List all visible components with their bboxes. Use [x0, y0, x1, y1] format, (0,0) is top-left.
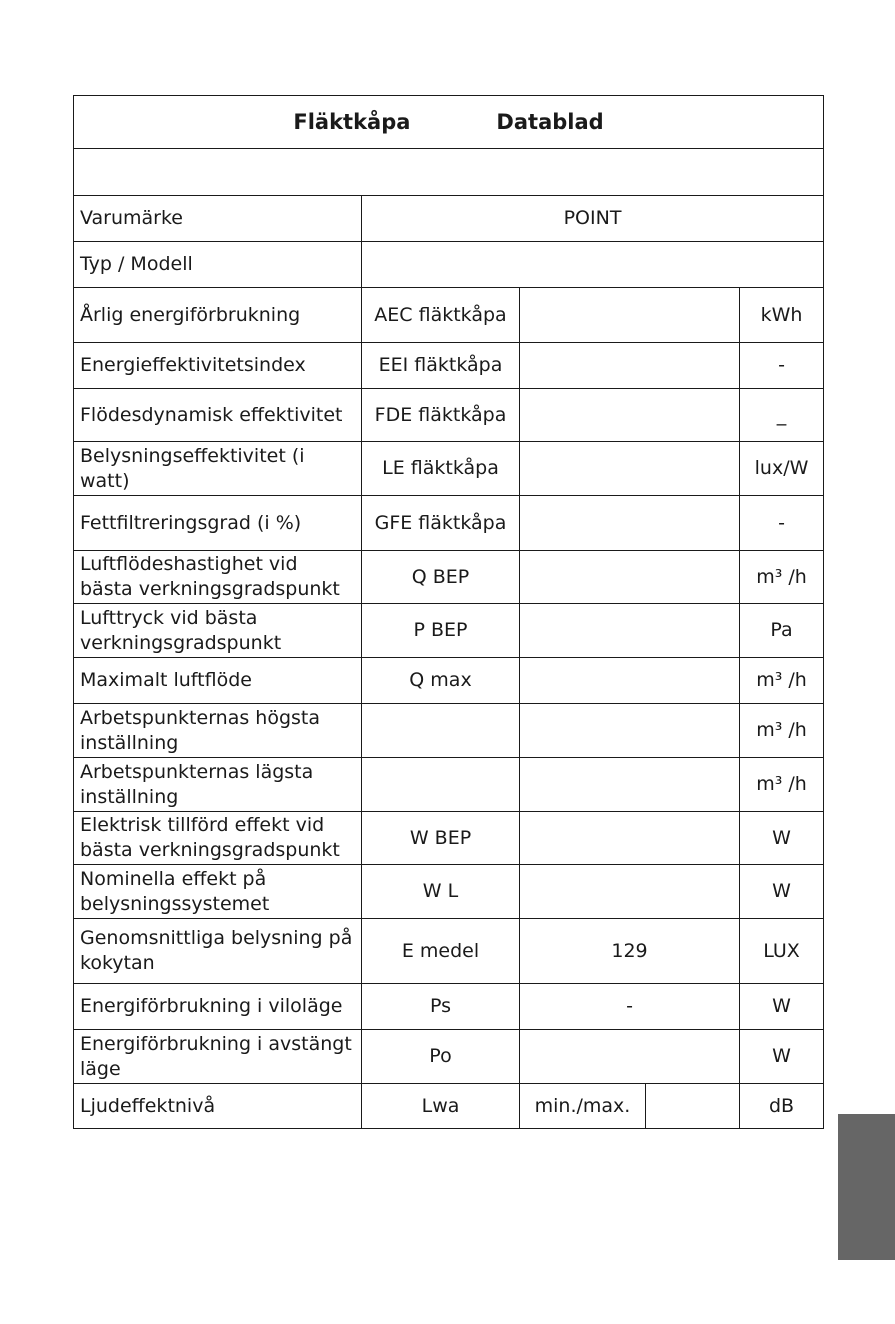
symbol-po: Po: [362, 1030, 520, 1084]
label-ps: Energiförbrukning i viloläge: [74, 984, 362, 1030]
row-fde: [74, 389, 824, 442]
row-emid: [74, 919, 824, 984]
sheet-title: [74, 96, 824, 149]
symbol-ps: Ps: [362, 984, 520, 1030]
value-gfe: [520, 496, 740, 551]
symbol-eei: EEI fläktkåpa: [362, 343, 520, 389]
unit-wbep: W: [740, 812, 824, 865]
label-lwa: Ljudeffektnivå: [74, 1084, 362, 1129]
title-row: [74, 96, 824, 149]
value-wl: [520, 865, 740, 919]
label-fde: Flödesdynamisk effektivitet: [74, 389, 362, 442]
row-eei: [74, 343, 824, 389]
symbol-qbep: Q BEP: [362, 551, 520, 604]
label-wl: Nominella effekt på belysningssystemet: [74, 865, 362, 919]
unit-lwa: dB: [740, 1084, 824, 1129]
value-eei: [520, 343, 740, 389]
label-wbep: Elektrisk tillförd effekt vid bästa verkningsgradspunkt: [74, 812, 362, 865]
unit-wl: W: [740, 865, 824, 919]
row-aec: [74, 288, 824, 343]
value-wbep: [520, 812, 740, 865]
symbol-wbep: W BEP: [362, 812, 520, 865]
row-le: [74, 442, 824, 496]
value-lwa: [646, 1084, 740, 1129]
label-aec: Årlig energiförbrukning: [74, 288, 362, 343]
doc-type-title: Datablad: [496, 109, 604, 134]
unit-po: W: [740, 1030, 824, 1084]
value-qbep: [520, 551, 740, 604]
value-le: [520, 442, 740, 496]
row-pbep: [74, 604, 824, 658]
value-model: [362, 242, 824, 288]
product-title: Fläktkåpa: [293, 109, 411, 134]
unit-low: m³ /h: [740, 758, 824, 812]
label-high: Arbetspunkternas högsta inställning: [74, 704, 362, 758]
unit-ps: W: [740, 984, 824, 1030]
label-eei: Energieffektivitetsindex: [74, 343, 362, 389]
value-emid: 129: [520, 919, 740, 984]
label-qbep: Luftflödeshastighet vid bästa verkningsgradspunkt: [74, 551, 362, 604]
unit-fde: _: [740, 389, 824, 442]
minmax-label-lwa: min./max.: [520, 1084, 646, 1129]
unit-qmax: m³ /h: [740, 658, 824, 704]
label-model: Typ / Modell: [74, 242, 362, 288]
symbol-aec: AEC fläktkåpa: [362, 288, 520, 343]
label-po: Energiförbrukning i avstängt läge: [74, 1030, 362, 1084]
row-po: [74, 1030, 824, 1084]
symbol-gfe: GFE fläktkåpa: [362, 496, 520, 551]
unit-high: m³ /h: [740, 704, 824, 758]
value-qmax: [520, 658, 740, 704]
row-model: [74, 242, 824, 288]
label-low: Arbetspunkternas lägsta inställning: [74, 758, 362, 812]
blank-cell: [74, 149, 824, 196]
value-ps: -: [520, 984, 740, 1030]
unit-qbep: m³ /h: [740, 551, 824, 604]
row-wbep: [74, 812, 824, 865]
value-brand: POINT: [362, 196, 824, 242]
unit-eei: -: [740, 343, 824, 389]
symbol-qmax: Q max: [362, 658, 520, 704]
value-po: [520, 1030, 740, 1084]
unit-aec: kWh: [740, 288, 824, 343]
row-qmax: [74, 658, 824, 704]
datasheet: [73, 95, 823, 1129]
label-emid: Genomsnittliga belysning på kokytan: [74, 919, 362, 984]
symbol-lwa: Lwa: [362, 1084, 520, 1129]
unit-pbep: Pa: [740, 604, 824, 658]
symbol-fde: FDE fläktkåpa: [362, 389, 520, 442]
label-gfe: Fettfiltreringsgrad (i %): [74, 496, 362, 551]
label-pbep: Lufttryck vid bästa verkningsgradspunkt: [74, 604, 362, 658]
unit-le: lux/W: [740, 442, 824, 496]
symbol-high: [362, 704, 520, 758]
value-low: [520, 758, 740, 812]
value-pbep: [520, 604, 740, 658]
side-tab-marker: [838, 1114, 895, 1260]
row-lwa: [74, 1084, 824, 1129]
datasheet-table: [73, 95, 824, 1129]
row-gfe: [74, 496, 824, 551]
label-qmax: Maximalt luftflöde: [74, 658, 362, 704]
value-fde: [520, 389, 740, 442]
label-le: Belysningseffektivitet (i watt): [74, 442, 362, 496]
symbol-low: [362, 758, 520, 812]
symbol-wl: W L: [362, 865, 520, 919]
row-wl: [74, 865, 824, 919]
blank-row: [74, 149, 824, 196]
row-low: [74, 758, 824, 812]
label-brand: Varumärke: [74, 196, 362, 242]
symbol-emid: E medel: [362, 919, 520, 984]
symbol-pbep: P BEP: [362, 604, 520, 658]
value-high: [520, 704, 740, 758]
row-high: [74, 704, 824, 758]
row-brand: [74, 196, 824, 242]
symbol-le: LE fläktkåpa: [362, 442, 520, 496]
row-qbep: [74, 551, 824, 604]
value-aec: [520, 288, 740, 343]
row-ps: [74, 984, 824, 1030]
unit-emid: LUX: [740, 919, 824, 984]
unit-gfe: -: [740, 496, 824, 551]
